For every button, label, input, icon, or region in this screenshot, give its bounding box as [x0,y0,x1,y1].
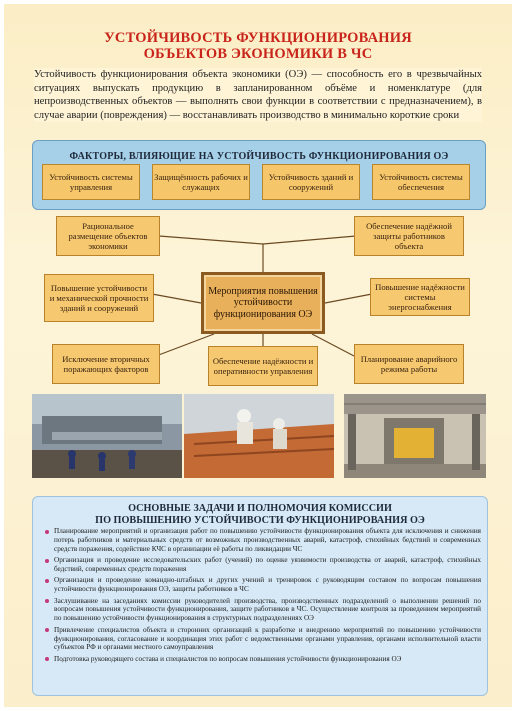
measure-emergency-planning: Планирование аварийного режима работы [354,344,464,384]
measure-worker-protection: Обеспечение надёжной защиты работников объекта [354,216,464,256]
tasks-title [33,503,487,527]
task-item: Организация и проведение командно-штабных и других учений и тренировок с руководящим составом по вопросам повышения устойчивости функционирования ОЭ, защиты работников в ЧС [45,576,481,594]
measure-secondary-factors: Исключение вторичных поражающих факторов [52,344,160,384]
factors-title: ФАКТОРЫ, ВЛИЯЮЩИЕ НА УСТОЙЧИВОСТЬ ФУНКЦИОНИРОВАНИЯ ОЭ [69,151,449,162]
tasks-title-line-1: ОСНОВНЫЕ ЗАДАЧИ И ПОЛНОМОЧИЯ КОМИССИИ [128,503,392,514]
title-line-2: ОБЪЕКТОВ ЭКОНОМИКИ В ЧС [143,46,373,62]
task-item: Заслушивание на заседаниях комиссии руководителей производства, производственных подразделений о выполнении решений по вопросам повышения устойчивости функционирования, защите работников в ЧС. Осуществление контроля за проведением мероприятий по повышению устойчивости функционирования в структурных подразделениях ОЭ [45,597,481,624]
factor-supply-systems: Устойчивость системы обеспечения [372,164,470,200]
task-item: Планирование мероприятий и организация работ по повышению устойчивости функционирования объекта для исключения и снижения потерь работников и материальных средств от возможных производственных аварий, катастроф, стихийных бедствий и современных средств поражения, содействие КЧС в организации её работы по ликвидации ЧС [45,527,481,554]
center-measures-box: Мероприятия повышения устойчивости функционирования ОЭ [201,272,325,334]
photo-industrial-site [32,394,182,478]
task-item: Организация и проведение исследовательских работ (учений) по оценке уязвимости производства от аварий, катастроф, стихийных бедствий, современных средств поражения [45,556,481,574]
factor-buildings: Устойчивость зданий и сооружений [262,164,360,200]
task-item: Привлечение специалистов объекта и сторонних организаций к разработке и внедрению мероприятий по повышению устойчивости функционирования, согласование и координация этих работ с ведомственными органами управления, органами исполнительной власти субъектов РФ и органами местного самоуправления [45,626,481,653]
tasks-list [45,527,481,666]
factor-workers-protection: Защищённость рабочих и служащих [152,164,250,200]
measure-rational-placement: Рациональное размещение объектов экономики [56,216,160,256]
photo-industrial-hall [344,394,486,478]
poster [4,4,512,707]
tasks-title-line-2: ПО ПОВЫШЕНИЮ УСТОЙЧИВОСТИ ФУНКЦИОНИРОВАНИЯ ОЭ [95,515,425,526]
measure-management-reliability: Обеспечение надёжности и оперативности управления [208,346,318,386]
title-line-1: УСТОЙЧИВОСТЬ ФУНКЦИОНИРОВАНИЯ [104,30,412,46]
photo-workers-helmets [184,394,334,478]
task-item: Подготовка руководящего состава и специалистов по вопросам повышения устойчивости функционирования ОЭ [45,655,481,664]
measure-power-supply: Повышение надёжности системы энергоснабжения [370,278,470,316]
tasks-panel [32,496,488,696]
definition-text: Устойчивость функционирования объекта экономики (ОЭ) — способность его в чрезвычайных ситуациях выпускать продукцию в запланированном объёме и номенклатуре (для непроизводственных объектов — выполнять свои функции в соответствии с предназначением), в случае аварии (повреждения) — восстанавливать производство в минимально короткие сроки [34,69,482,121]
factor-control-system: Устойчивость системы управления [42,164,140,200]
measure-building-strength: Повышение устойчивости и механической прочности зданий и сооружений [44,274,154,322]
